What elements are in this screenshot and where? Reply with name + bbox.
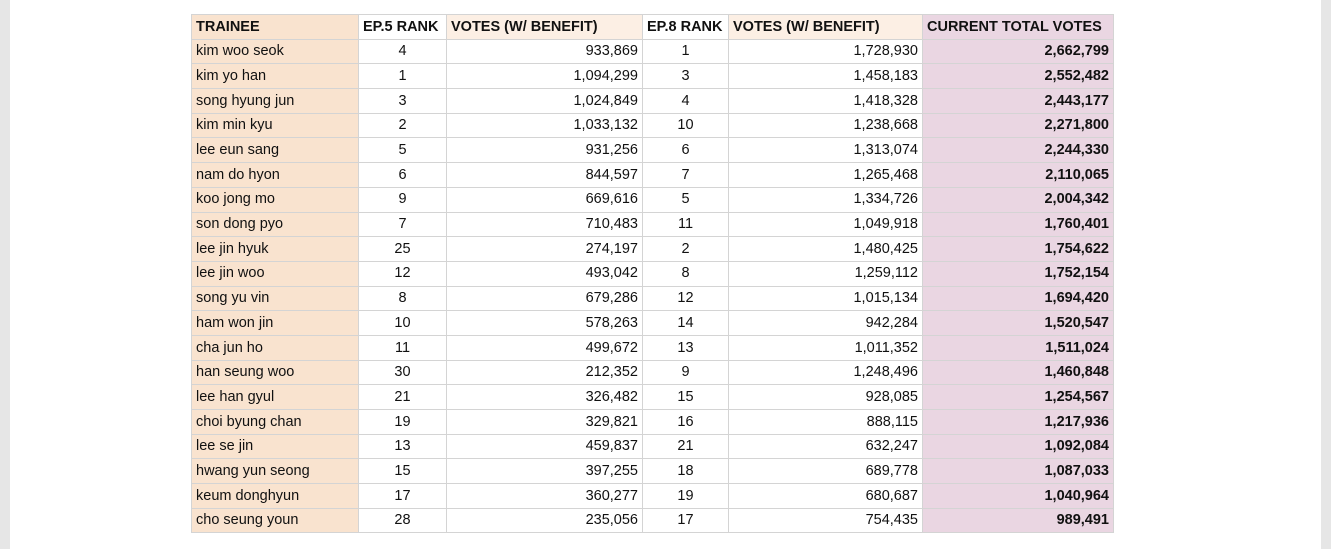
total-votes: 2,004,342 bbox=[923, 187, 1114, 212]
ep5-votes: 1,033,132 bbox=[447, 113, 643, 138]
table-row bbox=[192, 138, 1114, 163]
ep5-votes: 274,197 bbox=[447, 237, 643, 262]
trainee-name: keum donghyun bbox=[192, 484, 359, 509]
ep8-rank: 9 bbox=[643, 360, 729, 385]
table-row bbox=[192, 163, 1114, 188]
total-votes: 2,552,482 bbox=[923, 64, 1114, 89]
total-votes: 1,092,084 bbox=[923, 434, 1114, 459]
ep8-rank: 7 bbox=[643, 163, 729, 188]
ep5-rank: 17 bbox=[359, 484, 447, 509]
trainee-name: son dong pyo bbox=[192, 212, 359, 237]
total-votes: 1,460,848 bbox=[923, 360, 1114, 385]
trainee-name: lee eun sang bbox=[192, 138, 359, 163]
ep5-rank: 28 bbox=[359, 508, 447, 533]
ep5-rank: 6 bbox=[359, 163, 447, 188]
ep8-votes: 1,248,496 bbox=[729, 360, 923, 385]
ep8-votes: 1,418,328 bbox=[729, 89, 923, 114]
table-row bbox=[192, 335, 1114, 360]
ep8-rank: 13 bbox=[643, 335, 729, 360]
ep8-votes: 1,259,112 bbox=[729, 261, 923, 286]
ep8-votes: 1,011,352 bbox=[729, 335, 923, 360]
ep5-votes: 493,042 bbox=[447, 261, 643, 286]
total-votes: 1,511,024 bbox=[923, 335, 1114, 360]
ep8-votes: 1,334,726 bbox=[729, 187, 923, 212]
total-votes: 989,491 bbox=[923, 508, 1114, 533]
total-votes: 1,040,964 bbox=[923, 484, 1114, 509]
ep5-votes: 235,056 bbox=[447, 508, 643, 533]
ep5-votes: 933,869 bbox=[447, 39, 643, 64]
ep5-votes: 212,352 bbox=[447, 360, 643, 385]
ep5-rank: 21 bbox=[359, 385, 447, 410]
trainee-name: lee se jin bbox=[192, 434, 359, 459]
trainee-name: cho seung youn bbox=[192, 508, 359, 533]
ep8-votes: 1,265,468 bbox=[729, 163, 923, 188]
ep8-rank: 11 bbox=[643, 212, 729, 237]
trainee-name: lee jin woo bbox=[192, 261, 359, 286]
trainee-name: kim min kyu bbox=[192, 113, 359, 138]
ep8-rank: 18 bbox=[643, 459, 729, 484]
ep5-votes: 578,263 bbox=[447, 311, 643, 336]
ep8-votes: 680,687 bbox=[729, 484, 923, 509]
table-row bbox=[192, 89, 1114, 114]
ep8-votes: 1,728,930 bbox=[729, 39, 923, 64]
table-row bbox=[192, 508, 1114, 533]
ep8-votes: 942,284 bbox=[729, 311, 923, 336]
ep5-rank: 3 bbox=[359, 89, 447, 114]
total-votes: 1,694,420 bbox=[923, 286, 1114, 311]
ep8-votes: 1,238,668 bbox=[729, 113, 923, 138]
ep8-votes: 1,458,183 bbox=[729, 64, 923, 89]
ep5-rank: 15 bbox=[359, 459, 447, 484]
ep5-rank: 1 bbox=[359, 64, 447, 89]
ep5-votes: 1,024,849 bbox=[447, 89, 643, 114]
total-votes: 2,271,800 bbox=[923, 113, 1114, 138]
ep8-rank: 4 bbox=[643, 89, 729, 114]
table-row bbox=[192, 113, 1114, 138]
table-row bbox=[192, 385, 1114, 410]
trainee-name: han seung woo bbox=[192, 360, 359, 385]
ep5-votes: 844,597 bbox=[447, 163, 643, 188]
trainee-name: cha jun ho bbox=[192, 335, 359, 360]
document-page bbox=[10, 0, 1321, 549]
header-total-votes: CURRENT TOTAL VOTES bbox=[923, 15, 1114, 40]
ep8-votes: 632,247 bbox=[729, 434, 923, 459]
ep8-votes: 888,115 bbox=[729, 410, 923, 435]
header-row bbox=[192, 15, 1114, 40]
header-trainee: TRAINEE bbox=[192, 15, 359, 40]
ep8-rank: 6 bbox=[643, 138, 729, 163]
table-row bbox=[192, 212, 1114, 237]
trainee-name: choi byung chan bbox=[192, 410, 359, 435]
ep5-rank: 25 bbox=[359, 237, 447, 262]
ep8-rank: 16 bbox=[643, 410, 729, 435]
ep5-rank: 11 bbox=[359, 335, 447, 360]
table-row bbox=[192, 434, 1114, 459]
ep8-rank: 5 bbox=[643, 187, 729, 212]
header-ep8-votes: VOTES (W/ BENEFIT) bbox=[729, 15, 923, 40]
trainee-name: koo jong mo bbox=[192, 187, 359, 212]
table-row bbox=[192, 187, 1114, 212]
ep5-rank: 13 bbox=[359, 434, 447, 459]
total-votes: 1,087,033 bbox=[923, 459, 1114, 484]
total-votes: 1,254,567 bbox=[923, 385, 1114, 410]
trainee-name: lee jin hyuk bbox=[192, 237, 359, 262]
table-row bbox=[192, 64, 1114, 89]
trainee-name: hwang yun seong bbox=[192, 459, 359, 484]
ep8-rank: 17 bbox=[643, 508, 729, 533]
ep5-rank: 8 bbox=[359, 286, 447, 311]
ep5-votes: 710,483 bbox=[447, 212, 643, 237]
trainee-name: kim woo seok bbox=[192, 39, 359, 64]
ep8-votes: 928,085 bbox=[729, 385, 923, 410]
ep8-rank: 21 bbox=[643, 434, 729, 459]
total-votes: 2,443,177 bbox=[923, 89, 1114, 114]
ep8-votes: 1,049,918 bbox=[729, 212, 923, 237]
total-votes: 1,760,401 bbox=[923, 212, 1114, 237]
ep8-rank: 15 bbox=[643, 385, 729, 410]
table-row bbox=[192, 311, 1114, 336]
ep8-rank: 1 bbox=[643, 39, 729, 64]
ep8-votes: 1,313,074 bbox=[729, 138, 923, 163]
ep8-rank: 14 bbox=[643, 311, 729, 336]
total-votes: 1,752,154 bbox=[923, 261, 1114, 286]
ep5-rank: 7 bbox=[359, 212, 447, 237]
ep8-votes: 1,480,425 bbox=[729, 237, 923, 262]
ep5-rank: 9 bbox=[359, 187, 447, 212]
table-row bbox=[192, 286, 1114, 311]
ep8-rank: 2 bbox=[643, 237, 729, 262]
ep8-votes: 689,778 bbox=[729, 459, 923, 484]
total-votes: 1,754,622 bbox=[923, 237, 1114, 262]
total-votes: 2,110,065 bbox=[923, 163, 1114, 188]
trainee-name: kim yo han bbox=[192, 64, 359, 89]
ep5-rank: 12 bbox=[359, 261, 447, 286]
total-votes: 1,520,547 bbox=[923, 311, 1114, 336]
header-ep5-votes: VOTES (W/ BENEFIT) bbox=[447, 15, 643, 40]
ep5-rank: 19 bbox=[359, 410, 447, 435]
header-ep5-rank: EP.5 RANK bbox=[359, 15, 447, 40]
ep5-rank: 10 bbox=[359, 311, 447, 336]
ep5-votes: 679,286 bbox=[447, 286, 643, 311]
table-row bbox=[192, 261, 1114, 286]
ep5-votes: 669,616 bbox=[447, 187, 643, 212]
trainee-name: song yu vin bbox=[192, 286, 359, 311]
ep5-rank: 30 bbox=[359, 360, 447, 385]
ep5-votes: 1,094,299 bbox=[447, 64, 643, 89]
ep5-votes: 326,482 bbox=[447, 385, 643, 410]
votes-table bbox=[191, 14, 1114, 533]
ep8-rank: 3 bbox=[643, 64, 729, 89]
table-row bbox=[192, 360, 1114, 385]
ep8-rank: 19 bbox=[643, 484, 729, 509]
table-row bbox=[192, 410, 1114, 435]
ep5-votes: 931,256 bbox=[447, 138, 643, 163]
ep5-votes: 329,821 bbox=[447, 410, 643, 435]
ep8-rank: 8 bbox=[643, 261, 729, 286]
table-row bbox=[192, 459, 1114, 484]
ep5-votes: 397,255 bbox=[447, 459, 643, 484]
trainee-name: ham won jin bbox=[192, 311, 359, 336]
table-row bbox=[192, 39, 1114, 64]
ep8-rank: 12 bbox=[643, 286, 729, 311]
ep5-votes: 459,837 bbox=[447, 434, 643, 459]
trainee-name: nam do hyon bbox=[192, 163, 359, 188]
ep5-rank: 5 bbox=[359, 138, 447, 163]
ep5-rank: 4 bbox=[359, 39, 447, 64]
header-ep8-rank: EP.8 RANK bbox=[643, 15, 729, 40]
ep5-votes: 499,672 bbox=[447, 335, 643, 360]
ep8-votes: 754,435 bbox=[729, 508, 923, 533]
total-votes: 2,244,330 bbox=[923, 138, 1114, 163]
total-votes: 1,217,936 bbox=[923, 410, 1114, 435]
ep5-rank: 2 bbox=[359, 113, 447, 138]
ep8-votes: 1,015,134 bbox=[729, 286, 923, 311]
ep5-votes: 360,277 bbox=[447, 484, 643, 509]
ep8-rank: 10 bbox=[643, 113, 729, 138]
table-row bbox=[192, 484, 1114, 509]
trainee-name: lee han gyul bbox=[192, 385, 359, 410]
trainee-name: song hyung jun bbox=[192, 89, 359, 114]
total-votes: 2,662,799 bbox=[923, 39, 1114, 64]
table-row bbox=[192, 237, 1114, 262]
